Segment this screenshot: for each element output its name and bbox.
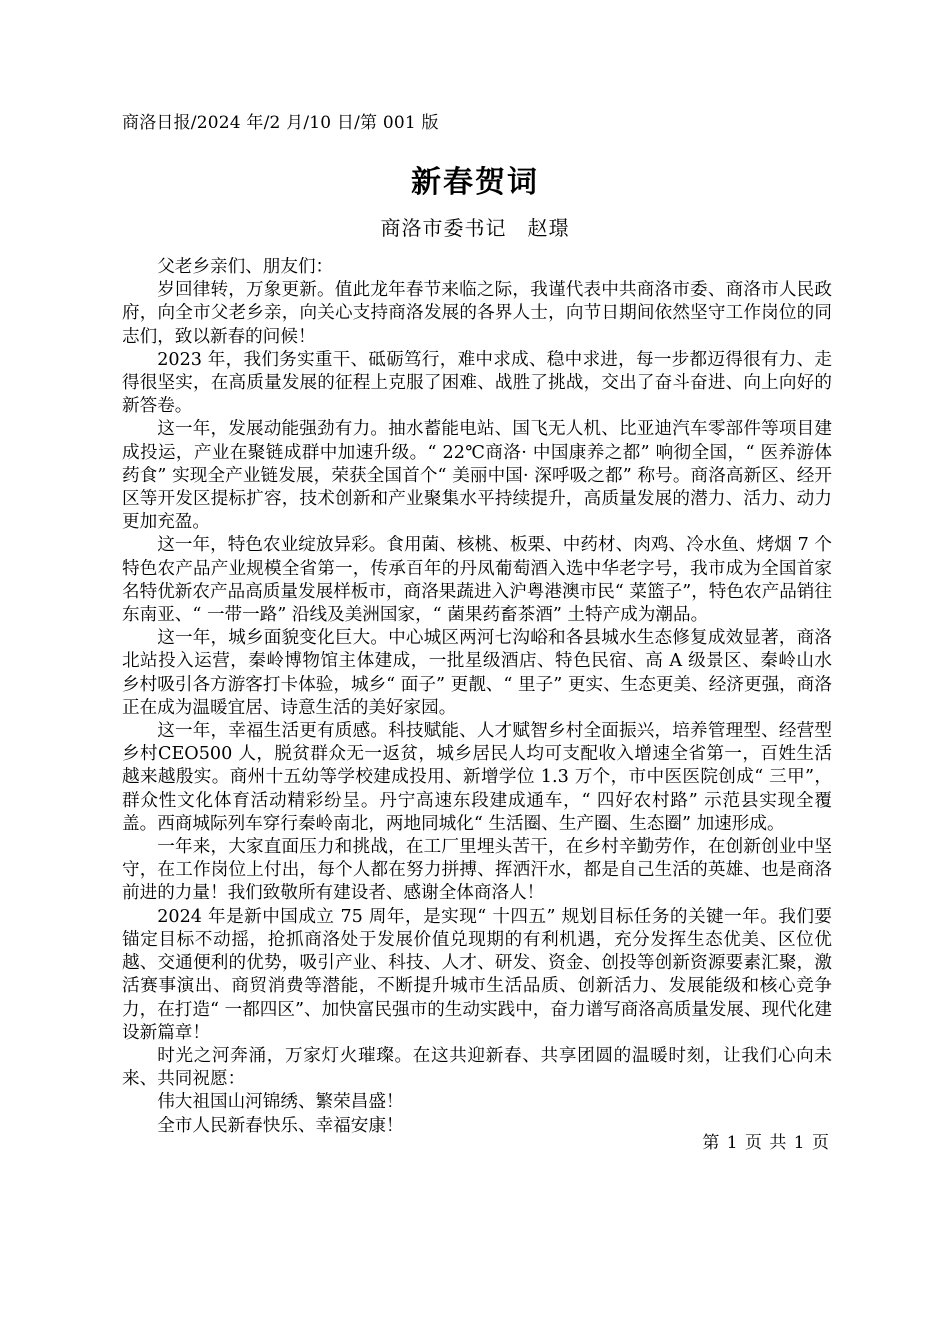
paragraph: 这一年，发展动能强劲有力。抽水蓄能电站、国飞无人机、比亚迪汽车零部件等项目建成投运，产业在聚链成群中加速升级。“ 22℃商洛· 中国康养之都” 响彻全国，“ 医养游体药食” 实现全产业链发展，荣获全国首个“ 美丽中国· 深呼吸之都” 称号。商洛高新区、经开区等开发区提标扩容，技术创新和产业聚集水平持续提升，高质量发展的潜力、活力、动力更加充盈。 [122, 419, 832, 533]
page-number-footer: 第 1 页 共 1 页 [702, 1133, 830, 1153]
paragraph: 时光之河奔涌，万家灯火璀璨。在这共迎新春、共享团圆的温暖时刻，让我们心向未来、共同祝愿： [122, 1045, 832, 1090]
paragraph: 父老乡亲们、朋友们： [157, 257, 334, 277]
page-title: 新春贺词 [411, 165, 539, 200]
paragraph: 伟大祖国山河锦绣、繁荣昌盛！ [157, 1092, 404, 1113]
masthead-line: 商洛日报/2024 年/2 月/10 日/第 001 版 [122, 113, 439, 133]
paragraph: 全市人民新春快乐、幸福安康！ [157, 1115, 404, 1136]
paragraph: 这一年，特色农业绽放异彩。食用菌、核桃、板栗、中药材、肉鸡、冷水鱼、烤烟 7 个特色农产品产业规模全省第一，传承百年的丹凤葡萄酒入选中华老字号，我市成为全国首家名特优新农产品高质量发展样板市，商洛果蔬进入沪粤港澳市民“ 菜篮子”，特色农产品销往东南亚、“ 一带一路” 沿线及美洲国家，“ 菌果药畜茶酒” 土特产成为潮品。 [122, 535, 832, 626]
paragraph: 2024 年是新中国成立 75 周年，是实现“ 十四五” 规划目标任务的关键一年。我们要锚定目标不动摇，抢抓商洛处于发展价值兑现期的有利机遇，充分发挥生态优美、区位优越、交通便利的优势，吸引产业、科技、人才、研发、资金、创投等创新资源要素汇聚，激活赛事演出、商贸消费等潜能，不断提升城市生活品质、创新活力、发展能级和核心竞争力，在打造“ 一都四区”、加快富民强市的生动实践中，奋力谱写商洛高质量发展、现代化建设新篇章！ [122, 906, 832, 1043]
article-body [122, 256, 832, 1138]
paragraph: 一年来，大家直面压力和挑战，在工厂里埋头苦干，在乡村辛勤劳作，在创新创业中坚守，在工作岗位上付出，每个人都在努力拼搏、挥洒汗水，都是自己生活的英雄、也是商洛前进的力量！我们致敬所有建设者、感谢全体商洛人！ [122, 837, 832, 904]
paragraph: 这一年，城乡面貌变化巨大。中心城区两河七沟峪和各县城水生态修复成效显著，商洛北站投入运营，秦岭博物馆主体建成，一批星级酒店、特色民宿、高 A 级景区、秦岭山水乡村吸引各方游客打卡体验，城乡“ 面子” 更靓、“ 里子” 更实、生态更美、经济更强，商洛正在成为温暖宜居、诗意生活的美好家园。 [122, 628, 832, 718]
paragraph: 2023 年，我们务实重干、砥砺笃行，难中求成、稳中求进，每一步都迈得很有力、走得很坚实，在高质量发展的征程上克服了困难、战胜了挑战，交出了奋斗奋进、向上向好的新答卷。 [122, 349, 832, 417]
paragraph: 岁回律转，万象更新。值此龙年春节来临之际，我谨代表中共商洛市委、商洛市人民政府，向全市父老乡亲，向关心支持商洛发展的各界人士，向节日期间依然坚守工作岗位的同志们，致以新春的问候！ [122, 280, 832, 347]
byline: 商洛市委书记 赵璟 [380, 216, 570, 240]
paragraph: 这一年，幸福生活更有质感。科技赋能、人才赋智乡村全面振兴，培养管理型、经营型乡村CEO500 人，脱贫群众无一返贫，城乡居民人均可支配收入增速全省第一，百姓生活越来越殷实。商州十五幼等学校建成投用、新增学位 1.3 万个，市中医医院创成“ 三甲”，群众性文化体育活动精彩纷呈。丹宁高速东段建成通车，“ 四好农村路” 示范县实现全覆盖。西商城际列车穿行秦岭南北，两地同城化“ 生活圈、生产圈、生态圈” 加速形成。 [122, 721, 832, 834]
